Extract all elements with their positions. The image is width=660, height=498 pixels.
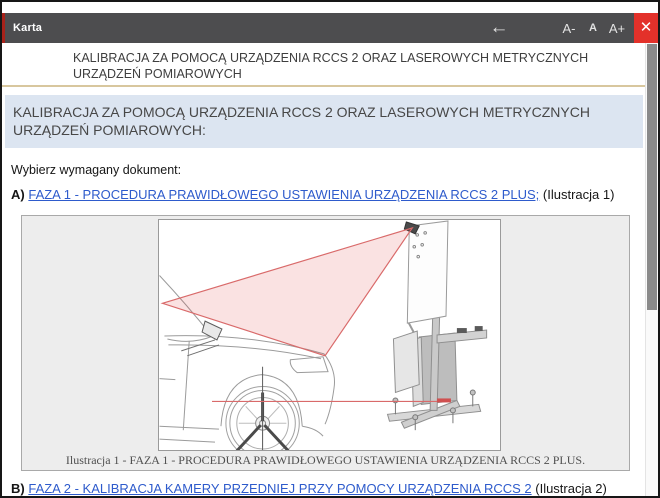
link-a-prefix: A): [11, 187, 25, 202]
titlebar-controls: [484, 13, 658, 43]
vertical-scrollbar[interactable]: [645, 43, 658, 496]
font-normal-button[interactable]: A: [589, 22, 597, 34]
separator-line: [2, 85, 645, 87]
page-title-line1: KALIBRACJA ZA POMOCĄ URZĄDZENIA RCCS 2 ORAZ LASEROWYCH METRYCZNYCH: [73, 51, 589, 65]
back-arrow-icon[interactable]: ←: [489, 17, 509, 38]
figure-caption: Ilustracja 1 - FAZA 1 - PROCEDURA PRAWIDŁOWEGO USTAWIENIA URZĄDZENIA RCCS 2 PLUS.: [65, 453, 586, 467]
close-icon[interactable]: ✕: [634, 13, 658, 43]
font-increase-button[interactable]: A+: [608, 20, 626, 36]
faza1-document-link[interactable]: FAZA 1 - PROCEDURA PRAWIDŁOWEGO USTAWIENIA URZĄDZENIA RCCS 2 PLUS;: [28, 187, 540, 202]
document-link-row-b: [11, 481, 645, 496]
choose-document-label: Wybierz wymagany dokument:: [11, 163, 182, 177]
page-title-line2: URZĄDZEŃ POMIAROWYCH: [73, 67, 242, 81]
page-title: [73, 50, 613, 82]
illustration-figure: [21, 215, 630, 471]
font-decrease-button[interactable]: A-: [562, 20, 576, 36]
scrollbar-thumb[interactable]: [647, 44, 657, 310]
link-a-suffix: (Ilustracja 1): [542, 187, 615, 202]
document-content: [2, 43, 645, 496]
calibration-illustration: [158, 219, 501, 451]
section-heading-line2: URZĄDZEŃ POMIAROWYCH:: [13, 122, 206, 138]
titlebar: [2, 13, 658, 43]
section-heading-highlight: [5, 95, 643, 148]
calibration-diagram-svg: [159, 220, 500, 450]
link-b-suffix: (Ilustracja 2): [535, 481, 607, 496]
faza2-document-link[interactable]: FAZA 2 - KALIBRACJA KAMERY PRZEDNIEJ PRZY POMOCY URZĄDZENIA RCCS 2: [28, 481, 532, 496]
link-b-prefix: B): [11, 481, 25, 496]
document-link-row-a: [11, 187, 645, 202]
section-heading-line1: KALIBRACJA ZA POMOCĄ URZĄDZENIA RCCS 2 ORAZ LASEROWYCH METRYCZNYCH: [13, 104, 590, 120]
window-title: Karta: [13, 22, 43, 34]
